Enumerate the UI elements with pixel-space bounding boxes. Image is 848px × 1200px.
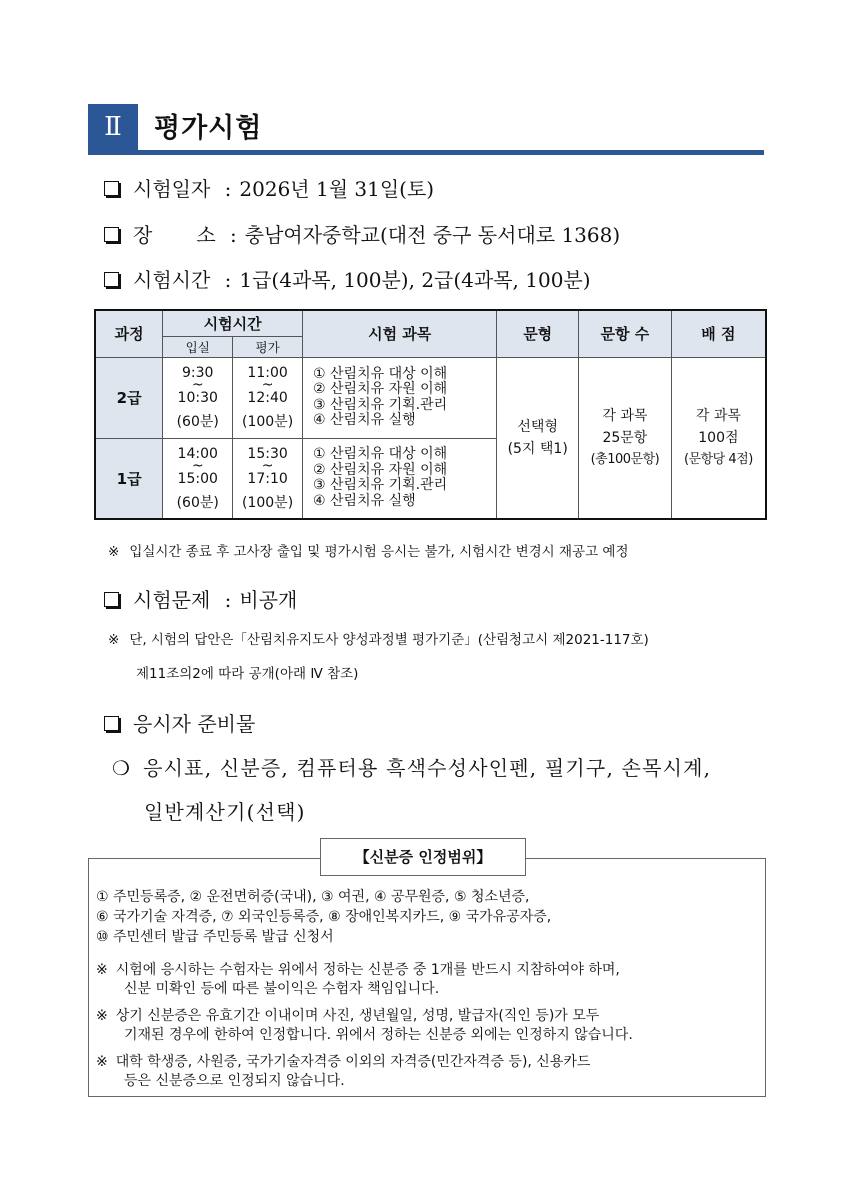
colon: :: [224, 177, 232, 201]
exam-time-value: 1급(4과목, 100분), 2급(4과목, 100분): [239, 268, 591, 292]
eval-end: 17:10: [247, 470, 288, 487]
table-row: [95, 357, 766, 438]
type-line1: 선택형: [517, 418, 558, 435]
checkbox-bullet-icon: [104, 181, 119, 196]
subject-item: ④ 산림치유 실행: [313, 412, 416, 428]
exam-date-item: [104, 173, 434, 202]
exam-schedule-table: [94, 309, 767, 520]
questions-item: [104, 584, 297, 613]
exam-time-item: [104, 264, 591, 293]
exam-date-value: 2026년 1월 31일(토): [239, 177, 435, 201]
questions-note-line1: 단, 시험의 답안은「산림치유지도사 양성과정별 평가기준」(산림청고시 제2021-117호): [129, 632, 649, 648]
exam-date-label: 시험일자: [133, 177, 211, 201]
eval-duration: (100분): [242, 414, 294, 430]
questions-value: 비공개: [239, 588, 298, 612]
eval-time-cell: [233, 357, 303, 438]
grade-cell: 2급: [95, 357, 163, 438]
id-note1: [96, 959, 620, 979]
colon: :: [224, 588, 232, 612]
colon: :: [224, 268, 232, 292]
questions-note-line2: 제11조의2에 따라 공개(아래 Ⅳ 참조): [136, 666, 359, 682]
prep-item: [104, 708, 255, 737]
eval-time-cell: [233, 438, 303, 519]
tilde: ~: [261, 377, 274, 393]
header-course: 과정: [95, 310, 163, 357]
section-number: Ⅱ: [88, 104, 138, 150]
header-type: 문형: [497, 310, 579, 357]
header-score: 배 점: [671, 310, 766, 357]
score-line3: (문항당 4점): [683, 451, 753, 467]
note-mark: ※: [96, 1054, 108, 1070]
checkbox-bullet-icon: [104, 227, 119, 242]
count-line2: 25문항: [602, 429, 648, 446]
subject-item: ① 산림치유 대상 이해: [313, 446, 448, 463]
note-mark: ※: [96, 962, 108, 978]
tilde: ~: [191, 377, 204, 393]
tilde: ~: [261, 457, 274, 474]
place-label-b: 소: [196, 223, 216, 247]
checkbox-bullet-icon: [104, 716, 119, 731]
header-eval: 평가: [233, 336, 303, 357]
circle-bullet-icon: ❍: [112, 756, 132, 780]
header-time: 시험시간: [163, 310, 303, 336]
questions-label: 시험문제: [133, 588, 211, 612]
entry-end: 15:00: [177, 470, 218, 487]
note-mark: ※: [96, 1008, 108, 1024]
tilde: ~: [191, 457, 204, 474]
entry-time-cell: [163, 357, 233, 438]
subject-item: ④ 산림치유 실행: [313, 492, 416, 509]
eval-duration: (100분): [242, 494, 294, 511]
header-subjects: 시험 과목: [303, 310, 497, 357]
entry-duration: (60분): [176, 494, 219, 511]
entry-end: 10:30: [177, 390, 218, 406]
exam-time-label: 시험시간: [133, 268, 211, 292]
type-cell: [497, 357, 579, 519]
entry-start: 14:00: [177, 445, 218, 462]
note-mark: ※: [108, 632, 120, 648]
subject-item: ② 산림치유 자원 이해: [313, 461, 448, 478]
entry-start: 9:30: [181, 365, 214, 381]
id-list-line3: ⑩ 주민센터 발급 주민등록 발급 신청서: [96, 929, 334, 945]
id-note1-line2: 신분 미확인 등에 따른 불이익은 수험자 책임입니다.: [124, 981, 440, 997]
id-note3-line1: 대학 학생증, 사원증, 국가기술자격증 이외의 자격증(민간자격증 등), 신용카드: [115, 1054, 591, 1070]
id-note1-line1: 시험에 응시하는 수험자는 위에서 정하는 신분증 중 1개를 반드시 지참하여야 하며,: [115, 962, 620, 978]
section-header: [88, 104, 764, 156]
table-note: [108, 540, 629, 560]
id-note3-line2: 등은 신분증으로 인정되지 않습니다.: [124, 1073, 345, 1089]
id-note2-line1: 상기 신분증은 유효기간 이내이며 사진, 생년월일, 성명, 발급자(직인 등)가 모두: [115, 1008, 600, 1024]
prep-label: 응시자 준비물: [133, 712, 256, 736]
score-cell: [671, 357, 766, 519]
section-divider: [88, 150, 764, 155]
place-value: 충남여자중학교(대전 중구 동서대로 1368): [244, 223, 621, 247]
header-entry: 입실: [163, 336, 233, 357]
colon: :: [230, 223, 237, 247]
id-note2-line2: 기재된 경우에 한하여 인정합니다. 위에서 정하는 신분증 외에는 인정하지 않습니다.: [124, 1027, 633, 1043]
checkbox-bullet-icon: [104, 592, 119, 607]
section-title: 평가시험: [154, 113, 263, 144]
checkbox-bullet-icon: [104, 272, 119, 287]
prep-line2: 일반계산기(선택): [144, 800, 306, 824]
note-mark: ※: [108, 544, 120, 560]
id-note3: [96, 1051, 590, 1071]
subjects-cell: [303, 357, 497, 438]
score-line1: 각 과목: [695, 407, 741, 424]
subject-item: ② 산림치유 자원 이해: [313, 381, 448, 397]
subject-item: ① 산림치유 대상 이해: [313, 365, 448, 382]
type-line2: (5지 택1): [507, 440, 568, 457]
entry-duration: (60분): [176, 414, 219, 430]
count-line1: 각 과목: [602, 407, 648, 424]
id-list-line2: ⑥ 국가기술 자격증, ⑦ 외국인등록증, ⑧ 장애인복지카드, ⑨ 국가유공자증,: [96, 909, 552, 925]
subject-item: ③ 산림치유 기획.관리: [313, 396, 448, 413]
id-range-title: 【신분증 인정범위】: [320, 838, 526, 876]
place-label-a: 장: [133, 223, 153, 247]
prep-line: [112, 752, 711, 781]
questions-note: [108, 628, 649, 648]
place-item: [104, 219, 620, 248]
grade-cell: 1급: [95, 438, 163, 519]
id-list-line1: ① 주민등록증, ② 운전면허증(국내), ③ 여권, ④ 공무원증, ⑤ 청소년증,: [96, 889, 530, 905]
table-note-text: 입실시간 종료 후 고사장 출입 및 평가시험 응시는 불가, 시험시간 변경시 재공고 예정: [129, 544, 629, 560]
subjects-cell: [303, 438, 497, 519]
count-cell: [579, 357, 672, 519]
eval-start: 15:30: [247, 445, 288, 462]
subject-item: ③ 산림치유 기획.관리: [313, 477, 448, 494]
score-line2: 100점: [698, 429, 739, 446]
eval-end: 12:40: [247, 390, 288, 406]
header-count: 문항 수: [579, 310, 672, 357]
eval-start: 11:00: [247, 365, 288, 381]
count-line3: (총100문항): [590, 451, 660, 467]
entry-time-cell: [163, 438, 233, 519]
prep-line1: 응시표, 신분증, 컴퓨터용 흑색수성사인펜, 필기구, 손목시계,: [143, 756, 712, 780]
id-note2: [96, 1005, 599, 1025]
